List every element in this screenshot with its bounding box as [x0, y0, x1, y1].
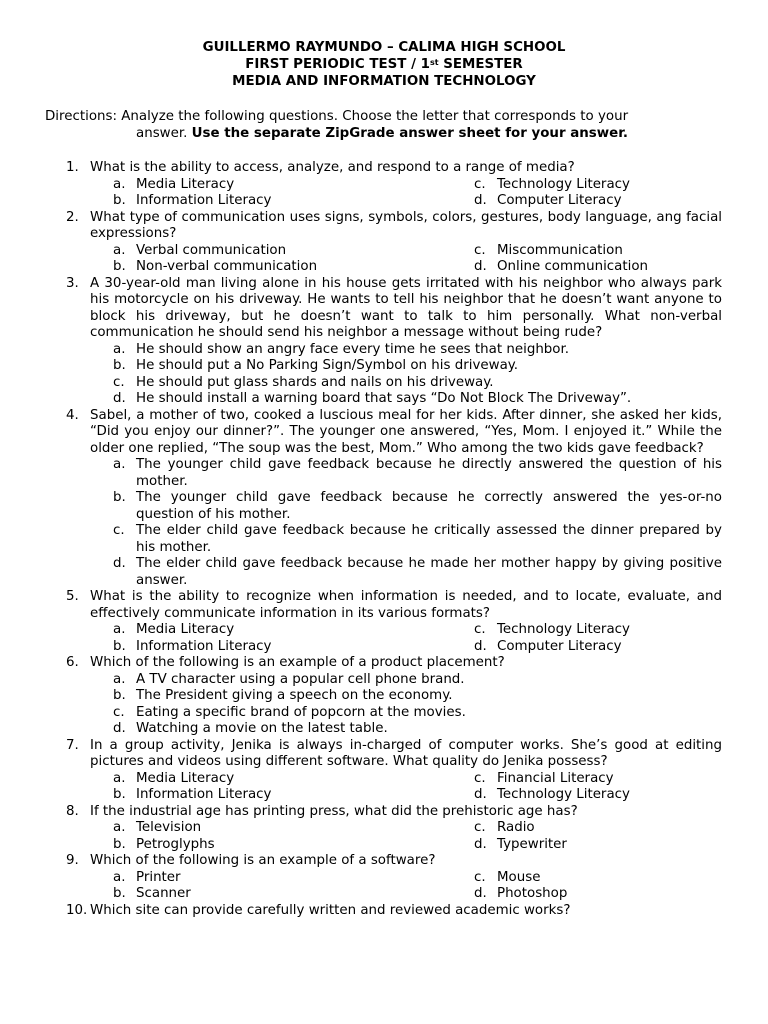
question-number: 10.: [66, 902, 88, 918]
question-10: [66, 903, 722, 920]
question-number: 9.: [66, 853, 79, 868]
option-a: [113, 870, 474, 887]
option-letter: a.: [113, 176, 126, 192]
test-title: [0, 56, 768, 73]
option-letter: b.: [113, 490, 126, 505]
option-text: Eating a specific brand of popcorn at the movies.: [136, 704, 466, 720]
option-letter: c.: [474, 770, 486, 786]
options: [113, 771, 722, 804]
option-letter: a.: [113, 671, 126, 687]
option-text: Scanner: [136, 886, 191, 901]
option-text: He should show an angry face every time he sees that neighbor.: [136, 341, 570, 357]
question-text: What is the ability to access, analyze, and respond to a range of media?: [90, 160, 575, 175]
question-8: [66, 804, 722, 854]
option-letter: a.: [113, 820, 126, 835]
option-text: Technology Literacy: [497, 176, 630, 192]
option-text: Printer: [136, 869, 181, 885]
option-b: [113, 490, 722, 523]
option-letter: a.: [113, 622, 126, 637]
question-text: Which of the following is an example of a product placement?: [90, 655, 505, 670]
option-letter: b.: [113, 193, 126, 208]
option-b: [113, 837, 474, 854]
question-text: What is the ability to recognize when information is needed, and to locate, evaluate, and effectively communicate information in its various formats?: [90, 589, 722, 621]
option-c: [474, 820, 722, 837]
option-b: [113, 688, 722, 705]
option-text: Non-verbal communication: [136, 259, 318, 274]
option-letter: b.: [113, 836, 126, 852]
option-b: [113, 358, 722, 375]
option-text: Media Literacy: [136, 770, 235, 786]
option-text: Television: [136, 820, 202, 835]
option-text: Petroglyphs: [136, 836, 215, 852]
option-letter: b.: [113, 358, 126, 373]
option-d: [474, 259, 722, 276]
option-text: Typewriter: [497, 836, 567, 852]
option-text: Media Literacy: [136, 622, 235, 637]
option-text: Media Literacy: [136, 176, 235, 192]
question-list: [66, 160, 722, 919]
option-d: [474, 837, 722, 854]
question-2: [66, 210, 722, 276]
directions-answer-text: answer.: [136, 126, 192, 141]
option-c: [474, 771, 722, 788]
option-letter: c.: [113, 374, 125, 390]
option-letter: a.: [113, 242, 126, 258]
option-text: Technology Literacy: [497, 622, 630, 637]
option-b: [113, 259, 474, 276]
options: [113, 342, 722, 408]
option-letter: c.: [113, 523, 125, 538]
ordinal-suffix: st: [429, 58, 439, 67]
options: [113, 672, 722, 738]
option-b: [113, 193, 474, 210]
option-letter: a.: [113, 770, 126, 786]
option-letter: c.: [474, 820, 486, 835]
question-1: [66, 160, 722, 210]
option-letter: d.: [474, 193, 487, 208]
option-b: [113, 639, 474, 656]
option-letter: d.: [113, 721, 126, 736]
test-header: [0, 39, 768, 90]
option-letter: c.: [474, 869, 486, 885]
option-text: The younger child gave feedback because he correctly answered the yes-or-no question of his mother.: [136, 490, 722, 522]
question-text: A 30-year-old man living alone in his house gets irritated with his neighbor who always park his motorcycle on his driveway. He wants to tell his neighbor that he doesn’t want anyone to block his driveway, but he doesn’t want to talk to him personally. What non-verbal communication he should send his neighbor a message without being rude?: [90, 275, 722, 340]
option-letter: d.: [113, 391, 126, 406]
directions: [45, 108, 722, 142]
option-b: [113, 787, 474, 804]
option-text: He should put a No Parking Sign/Symbol on his driveway.: [136, 358, 519, 373]
option-text: Technology Literacy: [497, 787, 630, 802]
option-letter: b.: [113, 886, 126, 901]
option-text: Information Literacy: [136, 787, 272, 802]
option-text: Online communication: [497, 259, 649, 274]
option-d: [474, 639, 722, 656]
directions-line-2: [45, 125, 722, 142]
option-letter: b.: [113, 638, 126, 654]
option-letter: d.: [474, 787, 487, 802]
option-letter: d.: [474, 259, 487, 274]
option-text: Computer Literacy: [497, 193, 622, 208]
option-text: He should put glass shards and nails on his driveway.: [136, 374, 494, 390]
options: [113, 243, 722, 276]
option-c: [113, 523, 722, 556]
option-c: [474, 243, 722, 260]
option-a: [113, 342, 722, 359]
question-6: [66, 655, 722, 738]
option-letter: b.: [113, 259, 126, 274]
option-text: Information Literacy: [136, 638, 272, 654]
question-text: In a group activity, Jenika is always in-charged of computer works. She’s good at editing pictures and videos using different software. What quality do Jenika possess?: [90, 737, 722, 769]
option-letter: b.: [113, 787, 126, 802]
school-name: GUILLERMO RAYMUNDO – CALIMA HIGH SCHOOL: [202, 40, 566, 55]
option-c: [474, 177, 722, 194]
option-letter: c.: [474, 622, 486, 637]
options: [113, 820, 722, 853]
option-text: Miscommunication: [497, 242, 623, 258]
option-d: [474, 787, 722, 804]
option-c: [474, 870, 722, 887]
option-c: [113, 705, 722, 722]
question-5: [66, 589, 722, 655]
directions-answer-sheet-note: Use the separate ZipGrade answer sheet for your answer.: [191, 126, 629, 141]
option-a: [113, 177, 474, 194]
question-7: [66, 738, 722, 804]
option-c: [474, 622, 722, 639]
option-letter: a.: [113, 341, 126, 357]
option-d: [113, 391, 722, 408]
subject-title: MEDIA AND INFORMATION TECHNOLOGY: [232, 74, 536, 89]
option-text: Watching a movie on the latest table.: [136, 721, 388, 736]
option-text: The President giving a speech on the economy.: [136, 688, 453, 703]
question-number: 7.: [66, 737, 79, 753]
option-text: Photoshop: [497, 886, 568, 901]
option-text: Computer Literacy: [497, 638, 622, 654]
directions-line-1: Directions: Analyze the following questions. Choose the letter that corresponds to your: [45, 109, 629, 124]
option-d: [474, 193, 722, 210]
option-letter: d.: [474, 638, 487, 654]
question-text: If the industrial age has printing press, what did the prehistoric age has?: [90, 803, 578, 819]
option-letter: c.: [113, 704, 125, 720]
test-title-semester: SEMESTER: [438, 57, 523, 72]
question-number: 1.: [66, 160, 79, 175]
options: [113, 457, 722, 589]
question-number: 4.: [66, 407, 79, 423]
option-a: [113, 672, 722, 689]
question-3: [66, 276, 722, 408]
option-a: [113, 771, 474, 788]
option-letter: d.: [474, 886, 487, 901]
option-d: [113, 721, 722, 738]
option-a: [113, 243, 474, 260]
question-9: [66, 853, 722, 903]
question-text: What type of communication uses signs, symbols, colors, gestures, body language, ang facial expressions?: [90, 209, 722, 241]
option-letter: a.: [113, 869, 126, 885]
option-c: [113, 375, 722, 392]
question-number: 5.: [66, 589, 79, 604]
option-text: Verbal communication: [136, 242, 287, 258]
question-text: Which site can provide carefully written and reviewed academic works?: [90, 902, 571, 918]
options: [113, 870, 722, 903]
option-a: [113, 622, 474, 639]
question-number: 8.: [66, 803, 79, 819]
option-d: [113, 556, 722, 589]
option-text: Mouse: [497, 869, 541, 885]
question-text: Sabel, a mother of two, cooked a luscious meal for her kids. After dinner, she asked her kids, “Did you enjoy our dinner?”. The younger one answered, “Yes, Mom. I enjoyed it.” While the older one replied, “The soup was the best, Mom.” Who among the two kids gave feedback?: [90, 407, 722, 456]
options: [113, 622, 722, 655]
option-letter: d.: [474, 836, 487, 852]
option-text: He should install a warning board that says “Do Not Block The Driveway”.: [136, 391, 632, 406]
options: [113, 177, 722, 210]
option-a: [113, 820, 474, 837]
option-a: [113, 457, 722, 490]
option-text: Radio: [497, 820, 535, 835]
question-text: Which of the following is an example of a software?: [90, 853, 436, 868]
question-4: [66, 408, 722, 590]
test-title-text: FIRST PERIODIC TEST / 1: [245, 57, 430, 72]
option-d: [474, 886, 722, 903]
option-letter: c.: [474, 176, 486, 192]
option-text: A TV character using a popular cell phone brand.: [136, 671, 465, 687]
option-letter: b.: [113, 688, 126, 703]
question-number: 2.: [66, 209, 79, 225]
option-b: [113, 886, 474, 903]
option-letter: d.: [113, 556, 126, 571]
option-text: Information Literacy: [136, 193, 272, 208]
option-text: The younger child gave feedback because he directly answered the question of his mother.: [136, 457, 722, 489]
question-number: 6.: [66, 655, 79, 670]
option-text: The elder child gave feedback because he made her mother happy by giving positive answer.: [136, 556, 722, 588]
question-number: 3.: [66, 275, 79, 291]
option-letter: c.: [474, 242, 486, 258]
option-text: The elder child gave feedback because he critically assessed the dinner prepared by his mother.: [136, 523, 722, 555]
option-text: Financial Literacy: [497, 770, 614, 786]
option-letter: a.: [113, 457, 126, 472]
